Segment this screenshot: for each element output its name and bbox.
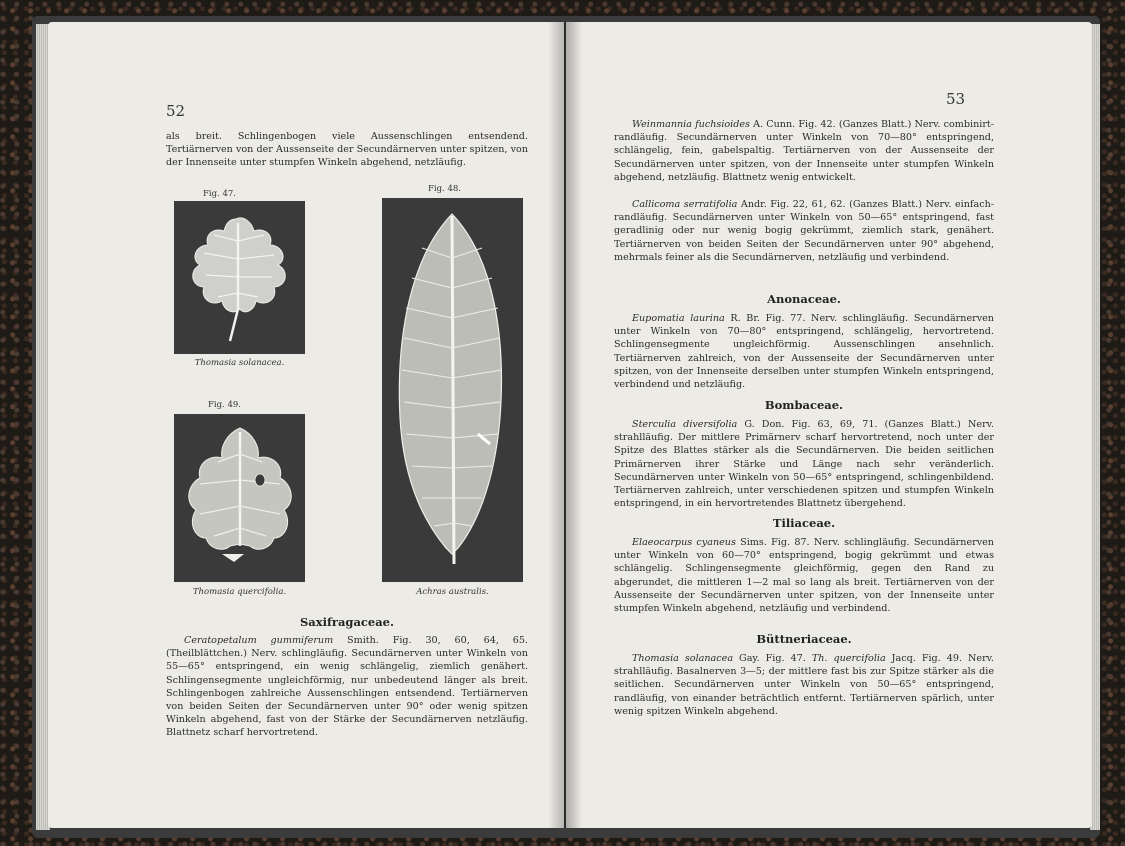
species-name: Eupomatia laurina (632, 313, 725, 324)
saxifragaceae-paragraph (166, 634, 528, 740)
paragraph-text-b: Jacq. Fig. 49. Nerv. strahlläufig. Basalnerven 3—5; der mittlere fast bis zur Spitze stärker als die seitlichen. Secundärnerven unter Winkeln von 50—65° entspringend, randläufig, von einander beträchtlich entfernt. Tertiärnerven spärlich, unter wenig spitzen Winkeln abgehend. (614, 653, 994, 717)
page-number-left: 52 (166, 102, 186, 120)
paragraph-text: Gay. Fig. 47. (733, 653, 812, 664)
right-page (566, 22, 1092, 828)
lobed-leaf-image (174, 414, 305, 582)
fig49-label: Fig. 49. (208, 400, 241, 410)
fig49-caption: Thomasia quercifolia. (192, 587, 287, 597)
fig47-leaf-plate (174, 201, 305, 354)
buettneriaceae-heading: Büttneriaceae. (756, 632, 852, 646)
page-number-right: 53 (946, 90, 966, 108)
thomasia-paragraph (614, 652, 994, 718)
tiliaceae-heading: Tiliaceae. (772, 516, 836, 530)
paragraph-text: Sims. Fig. 87. Nerv. schlingläufig. Secundärnerven unter Winkeln von 60—70° entspringend, bogig gekrümmt und etwas schlängelig. Schlingensegmente gleichförmig, gegen den Rand zu abgerundet, die mittleren 1—2 mal so lang als breit. Tertiärnerven von der Aussenseite der Secundärnerven unter spitzen, von der Innenseite unter stumpfen Winkeln abgehend, netzläufig und verbindend. (614, 537, 994, 615)
fig47-caption: Thomasia solanacea. (194, 358, 285, 368)
anonaceae-heading: Anonaceae. (767, 292, 841, 306)
fig48-label: Fig. 48. (428, 184, 461, 194)
book-gutter-shadow (548, 22, 582, 828)
elaeocarpus-paragraph (614, 536, 994, 615)
weinmannia-paragraph (614, 118, 994, 184)
species-name-b: Th. quercifolia (811, 653, 886, 664)
species-name: Elaeocarpus cyaneus (632, 537, 736, 548)
fig48-caption: Achras australis. (416, 587, 489, 597)
saxifragaceae-heading: Saxifragaceae. (299, 615, 395, 629)
species-name: Callicoma serratifolia (632, 199, 738, 210)
left-page (48, 22, 564, 828)
left-intro-paragraph: als breit. Schlingenbogen viele Aussenschlingen entsendend. Tertiärnerven von der Aussenseite der Secundärnerven unter spitzen, von der Innenseite unter stumpfen Winkeln abgehend, netzläufig. (166, 131, 528, 169)
paragraph-text: A. Cunn. Fig. 42. (Ganzes Blatt.) Nerv. combinirt-randläufig. Secundärnerven unter Winkeln von 70—80° entspringend, schlängelig, fein, gabelspaltig. Tertiärnerven von der Aussenseite der Secundärnerven unter spitzen, von der Innenseite unter stumpfen Winkeln abgehend, netzläufig. Blattnetz wenig entwickelt. (614, 119, 994, 183)
fig49-leaf-plate (174, 414, 305, 582)
paragraph-text: Andr. Fig. 22, 61, 62. (Ganzes Blatt.) Nerv. einfach-randläufig. Secundärnerven unter Winkeln von 50—65° entspringend, fast geradlinig oder nur wenig bogig gekrümmt, ziemlich stark, genähert. Tertiärnerven von beiden Seiten der Secundärnerven unter 90° abgehend, mehrmals feiner als die Secundärnerven, netzläufig und verbindend. (614, 199, 994, 263)
paragraph-text: Smith. Fig. 30, 60, 64, 65. (Theilblättchen.) Nerv. schlingläufig. Secundärnerven unter Winkeln von 55—65° entspringend, ein wenig schlängelig, ziemlich genähert. Schlingensegmente ungleichförmig, nur unbedeutend länger als breit. Schlingenbogen zahlreiche Aussenschlingen entsendend. Tertiärnerven von beiden Seiten der Secundärnerven unter 90° oder wenig spitzen Winkeln abgehend, fast von der Stärke der Secundärnerven netzläufig. Blattnetz scharf hervortretend. (166, 635, 528, 739)
eupomatia-paragraph (614, 312, 994, 391)
callicoma-paragraph (614, 198, 994, 264)
species-name: Thomasia solanacea (632, 653, 734, 664)
species-name: Ceratopetalum gummiferum (184, 635, 334, 646)
sterculia-paragraph (614, 418, 994, 510)
fig48-leaf-plate (382, 198, 523, 582)
species-name: Weinmannia fuchsioides (632, 119, 750, 130)
fig47-label: Fig. 47. (203, 189, 236, 199)
bombaceae-heading: Bombaceae. (764, 398, 844, 412)
oak-leaf-image (174, 201, 305, 354)
paragraph-text: R. Br. Fig. 77. Nerv. schlingläufig. Secundärnerven unter Winkeln von 70—80° entspringend, schlängelig, hervortretend. Schlingensegmente ungleichförmig. Aussenschlingen ansehnlich. Tertiärnerven zahlreich, von der Aussenseite der Secundärnerven unter spitzen, von der Innenseite derselben unter stumpfen Winkeln entspringend, verbindend und netzläufig. (614, 313, 994, 391)
paragraph-text: G. Don. Fig. 63, 69, 71. (Ganzes Blatt.) Nerv. strahlläufig. Der mittlere Primärnerv scharf hervortretend, noch unter der Spitze des Blattes stärker als die Secundärnerven. Die beiden seitlichen Primärnerven ihrer Stärke und Länge nach sehr veränderlich. Secundärnerven unter Winkeln von 50—65° entspringend, schlingenbildend. Tertiärnerven zahlreich, unter verschiedenen spitzen und stumpfen Winkeln entspringend, in ein hervortretendes Blattnetz übergehend. (614, 419, 994, 510)
species-name: Sterculia diversifolia (632, 419, 738, 430)
elliptic-leaf-image (382, 198, 523, 582)
